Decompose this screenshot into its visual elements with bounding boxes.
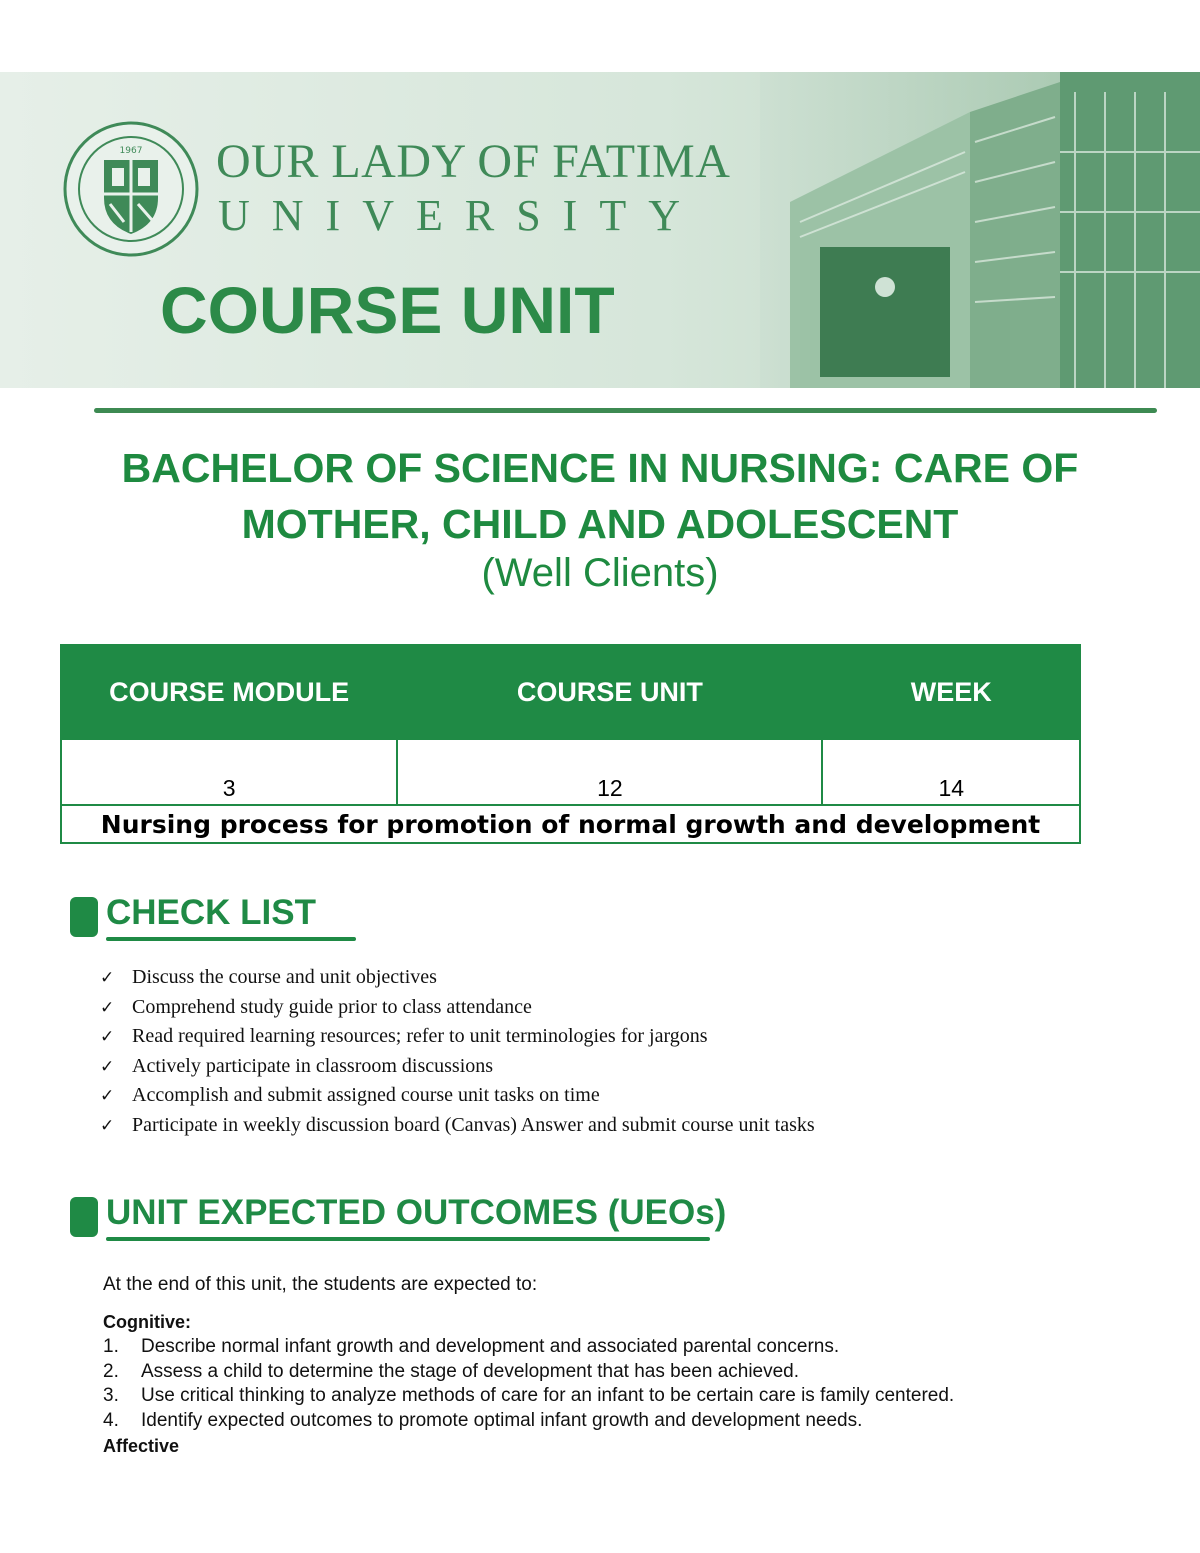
unit-topic: Nursing process for promotion of normal growth and development	[61, 805, 1080, 843]
cognitive-outcomes-list	[103, 1335, 954, 1433]
section-marker	[70, 1197, 98, 1237]
checkmark-icon: ✓	[100, 1086, 115, 1106]
list-item: ✓ Actively participate in classroom discussions	[100, 1052, 815, 1082]
svg-text:1967: 1967	[119, 146, 143, 156]
course-title	[0, 440, 1200, 552]
course-info-table	[60, 644, 1081, 844]
list-item: ✓ Discuss the course and unit objectives	[100, 963, 815, 993]
affective-heading: Affective	[103, 1436, 180, 1456]
checklist	[100, 963, 815, 1140]
section-marker	[70, 897, 98, 937]
list-item: ✓ Accomplish and submit assigned course unit tasks on time	[100, 1081, 815, 1111]
list-item: 4. Identify expected outcomes to promote optimal infant growth and development needs.	[103, 1409, 863, 1431]
value-course-unit: 12	[397, 739, 822, 805]
header-week: WEEK	[822, 645, 1080, 739]
course-title-line1: BACHELOR OF SCIENCE IN NURSING: CARE OF	[121, 445, 1079, 491]
value-course-module: 3	[61, 739, 397, 805]
course-title-line2: MOTHER, CHILD AND ADOLESCENT	[241, 501, 959, 547]
checklist-heading-text: CHECK LIST	[106, 893, 316, 932]
header-course-module: COURSE MODULE	[61, 645, 397, 739]
checkmark-icon: ✓	[100, 1027, 115, 1047]
table-row-topic	[61, 805, 1080, 843]
banner-title: COURSE UNIT	[160, 273, 615, 347]
course-subtitle: (Well Clients)	[481, 551, 719, 595]
list-item: 1. Describe normal infant growth and development and associated parental concerns.	[103, 1336, 840, 1357]
section-underline	[106, 1237, 710, 1241]
section-underline	[106, 937, 356, 941]
cognitive-heading: Cognitive:	[103, 1312, 191, 1332]
checkmark-icon: ✓	[100, 968, 115, 988]
header-banner	[0, 72, 1200, 388]
table-row	[61, 739, 1080, 805]
list-item: ✓ Participate in weekly discussion board (Canvas) Answer and submit course unit tasks	[100, 1111, 815, 1141]
university-name-line2: UNIVERSITY	[218, 191, 702, 240]
value-week: 14	[822, 739, 1080, 805]
list-item: ✓ Comprehend study guide prior to class attendance	[100, 993, 815, 1023]
outcomes-heading-text: UNIT EXPECTED OUTCOMES (UEOs)	[106, 1193, 727, 1232]
divider-rule	[94, 408, 1157, 413]
list-item: 2. Assess a child to determine the stage of development that has been achieved.	[103, 1360, 800, 1382]
checkmark-icon: ✓	[100, 1056, 115, 1077]
checkmark-icon: ✓	[100, 997, 115, 1018]
outcomes-intro: At the end of this unit, the students are expected to:	[103, 1274, 538, 1295]
list-item: 3. Use critical thinking to analyze methods of care for an infant to be certain care is family centered.	[103, 1385, 955, 1406]
table-header-row	[61, 645, 1080, 739]
header-course-unit: COURSE UNIT	[397, 645, 822, 739]
checkmark-icon: ✓	[100, 1115, 115, 1136]
list-item: ✓ Read required learning resources; refer to unit terminologies for jargons	[100, 1022, 815, 1052]
university-seal-icon	[62, 120, 200, 258]
building-image	[760, 72, 1200, 388]
university-name-line1: OUR LADY OF FATIMA	[216, 135, 731, 188]
